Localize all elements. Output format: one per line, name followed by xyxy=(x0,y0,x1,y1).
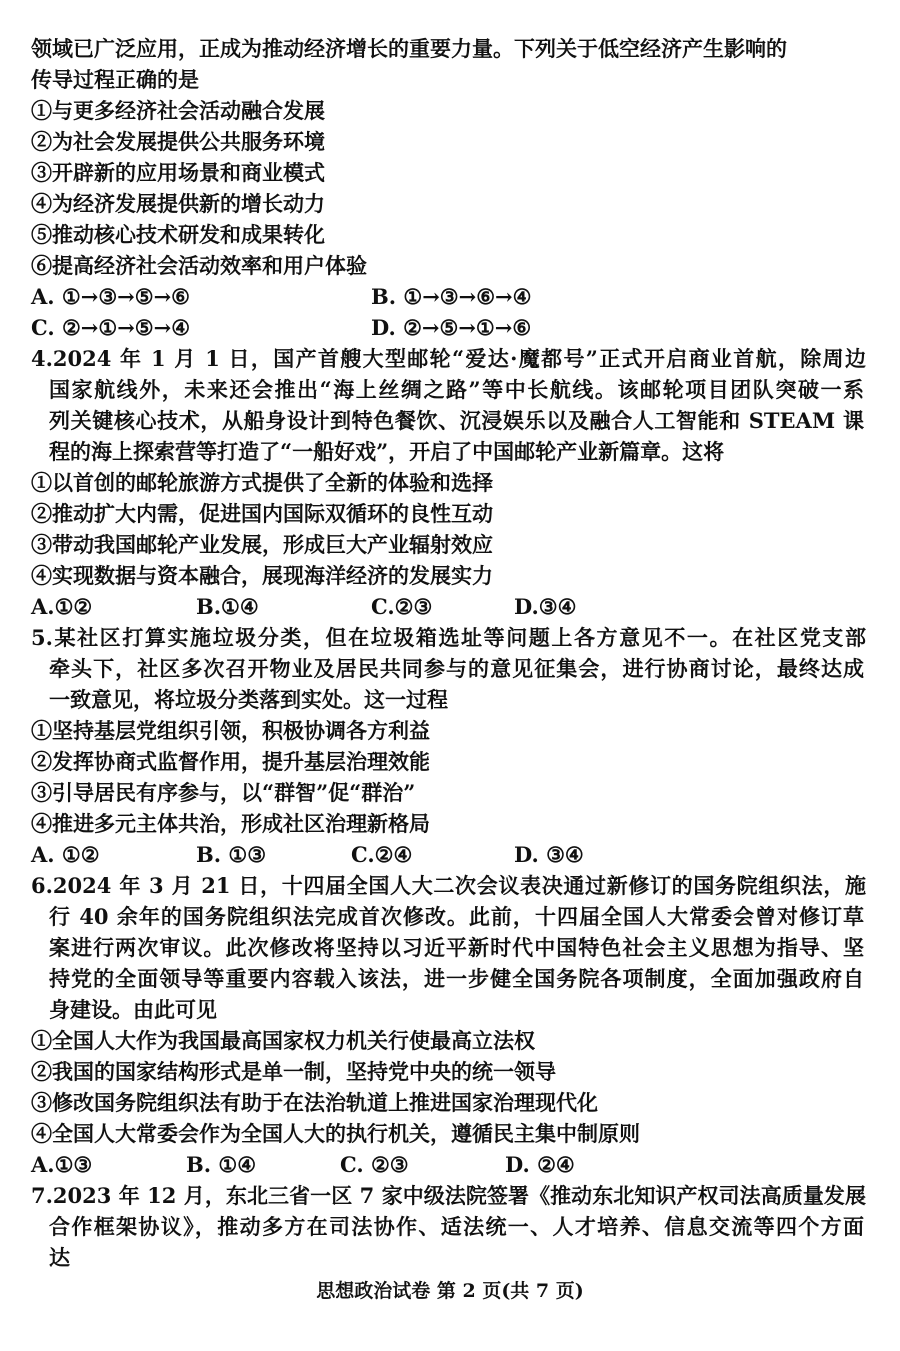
page-footer: 思想政治试卷 第 2 页(共 7 页) xyxy=(316,1280,584,1302)
q3-statement: ③开辟新的应用场景和商业模式 xyxy=(31,160,325,185)
q5-option-d: D. ③④ xyxy=(514,842,584,867)
q6-stem-line: 行 40 余年的国务院组织法完成首次修改。此前，十四届全国人大常委会曾对修订草 xyxy=(49,904,864,929)
q4-stem-line: 列关键核心技术，从船身设计到特色餐饮、沉浸娱乐以及融合人工智能和 STEAM 课 xyxy=(49,408,864,433)
q4-stem-line: 程的海上探索营等打造了“一船好戏”，开启了中国邮轮产业新篇章。这将 xyxy=(49,439,725,464)
q6-option-c: C. ②③ xyxy=(340,1152,409,1177)
q6-option-a: A.①③ xyxy=(31,1152,93,1177)
q3-option-a: A. ①→③→⑤→⑥ xyxy=(31,284,191,309)
q6-statement: ②我国的国家结构形式是单一制，坚持党中央的统一领导 xyxy=(31,1059,556,1084)
q6-statement: ③修改国务院组织法有助于在法治轨道上推进国家治理现代化 xyxy=(31,1090,598,1115)
q6-stem-line: 6.2024 年 3 月 21 日，十四届全国人大二次会议表决通过新修订的国务院组织法，施 xyxy=(31,873,866,898)
q6-option-d: D. ②④ xyxy=(505,1152,575,1177)
q4-option-d: D.③④ xyxy=(514,594,577,619)
q7-stem-line: 7.2023 年 12 月，东北三省一区 7 家中级法院签署《推动东北知识产权司法高质量发展 xyxy=(31,1183,866,1208)
q4-option-b: B.①④ xyxy=(196,594,259,619)
q3-option-b: B. ①→③→⑥→④ xyxy=(371,284,532,309)
q5-statement: ①坚持基层党组织引领，积极协调各方利益 xyxy=(31,718,430,743)
q5-stem-line: 5.某社区打算实施垃圾分类，但在垃圾箱选址等问题上各方意见不一。在社区党支部 xyxy=(31,625,866,650)
q4-stem-line: 4.2024 年 1 月 1 日，国产首艘大型邮轮“爱达·魔都号”正式开启商业首航，除周边 xyxy=(31,346,866,371)
q3-stem-line: 领域已广泛应用，正成为推动经济增长的重要力量。下列关于低空经济产生影响的 xyxy=(31,36,787,61)
q4-statement: ③带动我国邮轮产业发展，形成巨大产业辐射效应 xyxy=(31,532,493,557)
q7-stem-line: 达 xyxy=(49,1245,70,1270)
q4-option-a: A.①② xyxy=(31,594,93,619)
q3-option-d: D. ②→⑤→①→⑥ xyxy=(371,315,532,340)
q4-statement: ④实现数据与资本融合，展现海洋经济的发展实力 xyxy=(31,563,493,588)
q3-statement: ①与更多经济社会活动融合发展 xyxy=(31,98,325,123)
q4-option-c: C.②③ xyxy=(371,594,433,619)
q6-stem-line: 案进行两次审议。此次修改将坚持以习近平新时代中国特色社会主义思想为指导、坚 xyxy=(49,935,864,960)
q3-statement: ⑥提高经济社会活动效率和用户体验 xyxy=(31,253,367,278)
q4-statement: ②推动扩大内需，促进国内国际双循环的良性互动 xyxy=(31,501,493,526)
q5-stem-line: 一致意见，将垃圾分类落到实处。这一过程 xyxy=(49,687,448,712)
q5-option-c: C.②④ xyxy=(351,842,413,867)
q7-stem-line: 合作框架协议》，推动多方在司法协作、适法统一、人才培养、信息交流等四个方面 xyxy=(49,1214,864,1239)
q5-statement: ②发挥协商式监督作用，提升基层治理效能 xyxy=(31,749,430,774)
q5-stem-line: 牵头下，社区多次召开物业及居民共同参与的意见征集会，进行协商讨论，最终达成 xyxy=(49,656,864,681)
q3-statement: ⑤推动核心技术研发和成果转化 xyxy=(31,222,325,247)
q3-option-c: C. ②→①→⑤→④ xyxy=(31,315,191,340)
q6-statement: ①全国人大作为我国最高国家权力机关行使最高立法权 xyxy=(31,1028,535,1053)
q6-stem-line: 持党的全面领导等重要内容载入该法，进一步健全国务院各项制度，全面加强政府自 xyxy=(49,966,864,991)
q5-statement: ③引导居民有序参与，以“群智”促“群治” xyxy=(31,780,416,805)
q5-option-a: A. ①② xyxy=(31,842,100,867)
q6-option-b: B. ①④ xyxy=(186,1152,257,1177)
q3-statement: ②为社会发展提供公共服务环境 xyxy=(31,129,325,154)
q5-option-b: B. ①③ xyxy=(196,842,267,867)
q6-statement: ④全国人大常委会作为全国人大的执行机关，遵循民主集中制原则 xyxy=(31,1121,640,1146)
q3-statement: ④为经济发展提供新的增长动力 xyxy=(31,191,325,216)
q4-statement: ①以首创的邮轮旅游方式提供了全新的体验和选择 xyxy=(31,470,493,495)
q3-stem-line: 传导过程正确的是 xyxy=(31,67,199,92)
q6-stem-line: 身建设。由此可见 xyxy=(49,997,217,1022)
q5-statement: ④推进多元主体共治，形成社区治理新格局 xyxy=(31,811,430,836)
q4-stem-line: 国家航线外，未来还会推出“海上丝绸之路”等中长航线。该邮轮项目团队突破一系 xyxy=(49,377,864,402)
